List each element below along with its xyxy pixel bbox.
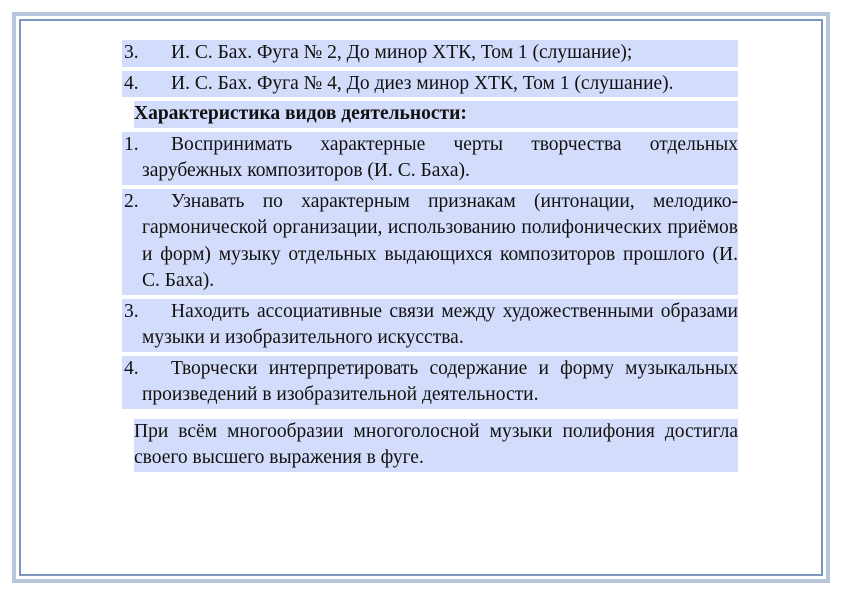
list-item-work bbox=[122, 71, 738, 98]
list-text: Находить ассоциативные связи между художественными образами музыки и изобразительного искусства. bbox=[142, 300, 738, 348]
list-item-activity bbox=[122, 299, 738, 352]
list-item-activity bbox=[122, 132, 738, 185]
list-text: И. С. Бах. Фуга № 2, До минор ХТК, Том 1 (слушание); bbox=[171, 42, 633, 63]
list-number: 3. bbox=[124, 42, 139, 63]
list-number: 1. bbox=[124, 133, 139, 155]
list-item-activity bbox=[122, 356, 738, 409]
list-number: 3. bbox=[124, 300, 139, 322]
list-text: Воспринимать характерные черты творчества отдельных зарубежных композиторов (И. С. Баха). bbox=[142, 133, 738, 181]
list-item-work bbox=[122, 40, 738, 67]
section-heading: Характеристика видов деятельности: bbox=[134, 101, 738, 128]
list-text: Узнавать по характерным признакам (интонации, мелодико-гармонической организации, использованию полифонических приёмов и форм) музыку отдельных выдающихся композиторов прошлого (И. С. Баха). bbox=[142, 190, 738, 291]
list-number: 4. bbox=[124, 72, 139, 94]
list-text: И. С. Бах. Фуга № 4, До диез минор ХТК, Том 1 (слушание). bbox=[171, 72, 674, 94]
list-item-activity bbox=[122, 189, 738, 295]
text-content bbox=[122, 40, 738, 472]
summary-paragraph: При всём многообразии многоголосной музыки полифония достигла своего высшего выражения в фуге. bbox=[134, 419, 738, 472]
list-text: Творчески интерпретировать содержание и форму музыкальных произведений в изобразительной деятельности. bbox=[142, 357, 738, 405]
list-number: 4. bbox=[124, 357, 139, 379]
list-number: 2. bbox=[124, 190, 139, 212]
